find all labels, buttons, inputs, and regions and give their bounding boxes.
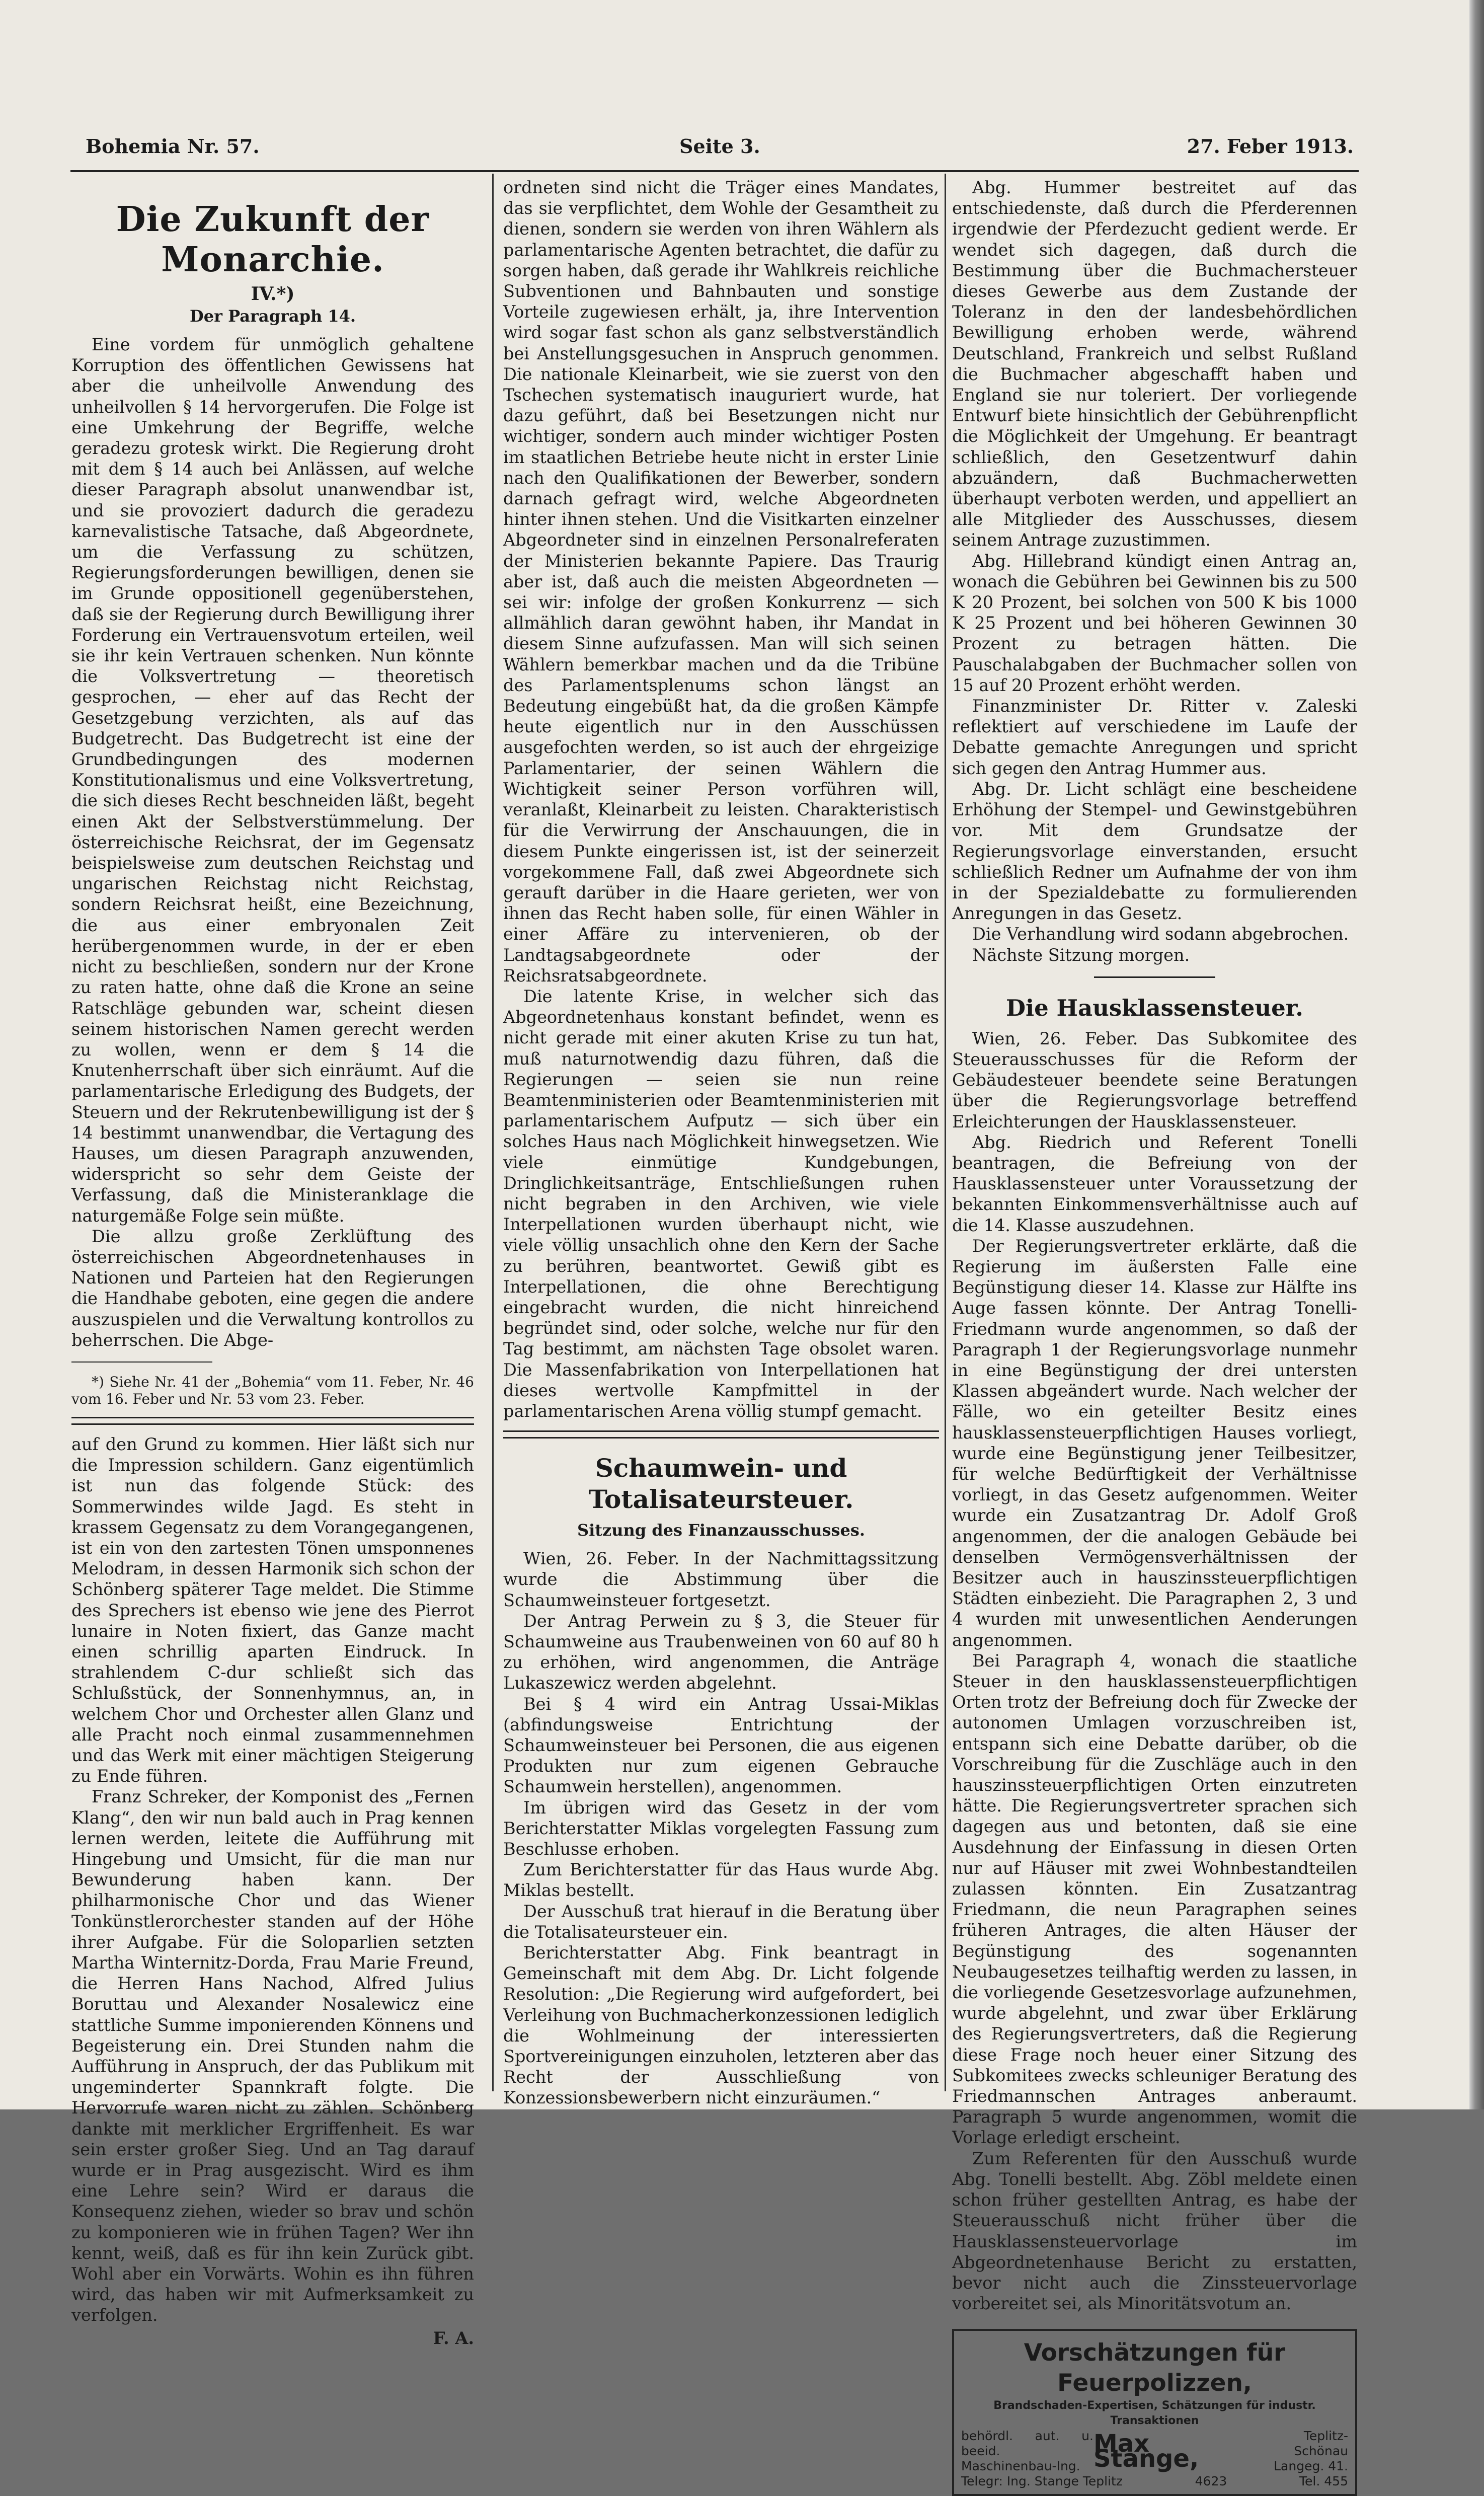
paragraph: Der Antrag Perwein zu § 3, die Steuer für Schaumweine aus Traubenweinen von 60 auf 80 h zu erhöhen, wird angenommen, die Anträge Lukaszewicz werden abgelehnt. [503,1611,939,1693]
scan-edge [1469,0,1484,2109]
article-part: IV.*) [251,283,295,305]
ad-credential-line: Maschinenbau-Ing. [961,2459,1080,2474]
ad-row [961,2474,1348,2489]
ad-telegram: Telegr: Ing. Stange Teplitz [961,2474,1123,2489]
paragraph: Wien, 26. Feber. In der Nachmittagssitzung wurde die Abstimmung über die Schaumweinsteuer fortgesetzt. [503,1549,939,1610]
ad-address [1255,2429,1348,2474]
ad-address-line: Teplitz-Schönau [1294,2429,1348,2459]
article-title: Schaumwein- und Totalisateursteuer. [588,1453,854,1515]
paragraph: auf den Grund zu kommen. Hier läßt sich nur die Impression schildern. Ganz eigentümlich ist nun das folgende Stück: des Sommerwindes wilde Jagd. Es steht in krassem Gegensatz zu dem Vorangegangenen, ist ein von den zartesten Tönen umsponnenes Melodram, in dessen Harmonik sich schon der Schönberg späterer Tage meldet. Die Stimme des Sprechers ist ebenso wie jene des Pierrot lunaire in Noten fixiert, das Ganze macht einen schrillig aparten Eindruck. In strahlendem C-dur schließt sich das Schlußstück, der Sonnenhymnus, an, in welchem Chor und Orchester allen Glanz und alle Pracht noch einmal zusammennehmen und das Werk mit einer mächtigen Steigerung zu Ende führen. [71,1434,474,1786]
paragraph: Die Verhandlung wird sodann abgebrochen. [972,924,1349,944]
paragraph: Die allzu große Zerklüftung des österreichischen Abgeordnetenhauses in Nationen und Parteien hat den Regierungen die Handhabe geboten, eine gegen die andere auszuspielen und die Verwaltung kontrollos zu beherrschen. Die Abge- [71,1226,474,1350]
column-3 [952,177,1357,2489]
paragraph: Wien, 26. Feber. Das Subkomitee des Steuerausschusses für die Reform der Gebäudesteuer beendete seine Beratungen über die Regierungsvorlage betreffend Erleichterungen der Hausklassensteuer. [952,1028,1357,1131]
paragraph: Zum Berichterstatter für das Haus wurde Abg. Miklas bestellt. [503,1860,939,1901]
signature: F. A. [433,2328,474,2348]
section-rule [503,1430,939,1439]
feuilleton-rule [71,1417,474,1425]
footnote: *) Siehe Nr. 41 der „Bohemia“ vom 11. Feber, Nr. 46 vom 16. Feber und Nr. 53 vom 23. Feber. [71,1373,474,1407]
column-2 [503,177,939,2125]
paragraph: Eine vordem für unmöglich gehaltene Korruption des öffentlichen Gewissens hat aber die unheilvolle Anwendung des unheilvollen § 14 hervorgerufen. Die Folge ist eine Umkehrung der Begriffe, welche geradezu grotesk wirkt. Die Regierung droht mit dem § 14 auch bei Anlässen, auf welche dieser Paragraph absolut unanwendbar ist, und sie provoziert dadurch die geradezu karnevalistische Tatsache, daß Abgeordnete, um die Verfassung zu schützen, Regierungsforderungen bewilligen, denen sie im Grunde oppositionell gegenüberstehen, daß sie der Regierung durch Bewilligung ihrer Forderung ein Vertrauensvotum erteilen, weil sie ihr kein Vertrauen schenken. Nun könnte die Volksvertretung — theoretisch gesprochen, — eher auf das Recht der Gesetzgebung verzichten, als auf das Budgetrecht. Das Budgetrecht ist eine der Grundbedingungen des modernen Konstitutionalismus und eine Volksvertretung, die sich dieses Recht beschneiden läßt, begeht einen Akt der Selbstverstümmelung. Der österreichische Reichsrat, der im Gegensatz beispielsweise zum deutschen Reichstag und ungarischen Reichstag nicht Reichstag, sondern Reichsrat heißt, eine Bezeichnung, die aus einer embryonalen Zeit herübergenommen wurde, in der er eben nicht zu beschließen, sondern nur der Krone zu raten hatte, ohne daß die Krone an seine Ratschläge gebunden war, scheint diesen seinem historischen Namen gerecht werden zu wollen, wenn er dem § 14 die Knutenherrschaft über sich einräumt. Auf die parlamentarische Erledigung des Budgets, der Steuern und der Rekrutenbewilligung ist der § 14 bestimmt unanwendbar, die Vertagung des Hauses, um diesen Paragraph anzuwenden, widerspricht so sehr dem Geiste der Verfassung, daß die Ministeranklage die naturgemäße Folge sein müßte. [71,335,474,1226]
paragraph: Abg. Riedrich und Referent Tonelli beantragen, die Befreiung von der Hausklassensteuer unter Voraussetzung der bekannten Einkommensverhältnisse auch auf die 14. Klasse auszudehnen. [952,1132,1357,1235]
paragraph: Zum Referenten für den Ausschuß wurde Abg. Tonelli bestellt. Abg. Zöbl meldete einen schon früher gestellten Antrag, es habe der Steuerausschuß nicht früher über die Hausklassensteuervorlage im Abgeordnetenhause Bericht zu erstatten, bevor nicht auch die Zinssteuervorlage vorbereitet sei, als Minoritätsvotum an. [952,2148,1357,2314]
column-divider [945,174,946,2091]
paragraph: ordneten sind nicht die Träger eines Mandates, das sie verpflichtet, dem Wohle der Gesamtheit zu dienen, sondern sie werden von ihren Wählern als parlamentarische Agenten betrachtet, die dafür zu sorgen haben, daß gerade ihr Wahlkreis reichliche Subventionen und Bahnbauten und sonstige Vorteile zugewiesen erhält, ja, ihre Intervention wird sogar fast schon als ganz selbstverständlich bei Anstellungsgesuchen in Anspruch genommen. Die nationale Kleinarbeit, wie sie zuerst von den Tschechen systematisch inauguriert wurde, hat dazu geführt, daß bei Besetzungen nicht nur wichtiger, sondern auch minder wichtiger Posten im staatlichen Betriebe heute nicht in erster Linie nach den Qualifikationen der Bewerber, sondern darnach gefragt wird, welche Abgeordneten hinter ihnen stehen. Und die Visitkarten einzelner Abgeordneter sind in einzelnen Personalreferaten der Ministerien bekannte Papiere. Das Traurig aber ist, daß auch die meisten Abgeordneten — sei wir: infolge der großen Konkurrenz — sich allmählich daran gewöhnt haben, ihr Mandat in diesem Sinne aufzufassen. Man will sich seinen Wählern bemerkbar machen und da die Tribüne des Parlamentsplenums schon längst an Bedeutung eingebüßt hat, da die großen Kämpfe heute eigentlich nur in den Ausschüssen ausgefochten werden, so ist auch der ehrgeizige Parlamentarier, der seinen Wählern die Wichtigkeit seiner Person vorführen will, veranlaßt, Kleinarbeit zu leisten. Charakteristisch für die Verwirrung der Anschauungen, die in diesem Punkte eingerissen ist, ist der seinerzeit vorgekommene Fall, daß zwei Abgeordnete sich gerauft darüber in die Haare gerieten, wer von ihnen das Recht haben solle, für einen Wähler in einer Affäre zu intervenieren, ob der Landtagsabgeordnete oder der Reichsratsabgeordnete. [503,178,939,986]
column-1 [71,177,474,2348]
paragraph: Bei Paragraph 4, wonach die staatliche Steuer in den hausklassensteuerpflichtigen Orten trotz der Befreiung doch für Zwecke der autonomen Umlagen vorzuschreiben ist, entspann sich eine Debatte darüber, ob die Vorschreibung für die Zuschläge auch in den hauszinssteuerpflichtigen Orten einzutreten hätte. Die Regierungsvertreter sprachen sich dagegen aus und betonten, daß sie eine Ausdehnung der Einfassung in diesen Orten nur auf Häuser mit zwei Wohnbestandteilen zulassen könnten. Ein Zusatzantrag Friedmann, die neun Paragraphen seines früheren Antrages, die alten Häuser der Begünstigung des sogenannten Neubaugesetzes teilhaftig werden zu lassen, in die vorliegende Gesetzesvorlage aufzunehmen, wurde abgelehnt, und zwar über Erklärung des Regierungsvertreters, daß die Regierung diese Frage noch heuer einer Sitzung des Subkomitees zwecks schleuniger Beratung des Friedmannschen Antrages anberaumt. Paragraph 5 wurde angenommen, womit die Vorlage erledigt erscheint. [952,1650,1357,2148]
paragraph: Im übrigen wird das Gesetz in der vom Berichterstatter Miklas vorgelegten Fassung zum Beschlusse erhoben. [503,1797,939,1859]
masthead-page: Seite 3. [679,135,760,158]
ad-number: 4623 [1195,2474,1227,2489]
paragraph: Franz Schreker, der Komponist des „Fernen Klang“, den wir nun bald auch in Prag kennen lernen werden, leitete die Aufführung mit Hingebung und Umsicht, für die man nur Bewunderung haben kann. Der philharmonische Chor und das Wiener Tonkünstlerorchester standen auf der Höhe ihrer Aufgabe. Für die Soloparlien setzten Martha Winternitz-Dorda, Frau Marie Freund, die Herren Hans Nachod, Alfred Julius Boruttau und Alexander Nosalewicz eine stattliche Summe imponierenden Könnens und Begeisterung ein. Drei Stunden nahm die Aufführung in Anspruch, der das Publikum mit ungeminderter Spannkraft folgte. Die Hervorrufe waren nicht zu zählen. Schönberg dankte mit merklicher Ergriffenheit. Es war sein erster großer Sieg. Und an Tag darauf wurde er in Prag ausgezischt. Wird es ihm eine Lehre sein? Wird er daraus die Konsequenz ziehen, wieder so brav und schön zu komponieren wie in frühen Tagen? Wer ihn kennt, weiß, daß es für ihn kein Zurück gibt. Wohl aber ein Vorwärts. Wohin es ihn führen wird, das haben wir mit Aufmerksamkeit zu verfolgen. [71,1787,474,2325]
advertisement [952,2329,1357,2496]
footnote-rule [71,1362,212,1363]
masthead-date: 27. Feber 1913. [1187,135,1354,158]
paragraph: Berichterstatter Abg. Fink beantragt in Gemeinschaft mit dem Abg. Dr. Licht folgende Resolution: „Die Regierung wird aufgefordert, bei Verleihung von Buchmacherkonzessionen lediglich die Wohlmeinung der interessierten Sportvereinigungen einzuholen, letzteren aber das Recht der Ausschließung von Konzessionsbewerbern nicht einzuräumen.“ [503,1943,939,2108]
paragraph: Abg. Dr. Licht schlägt eine bescheidene Erhöhung der Stempel- und Gewinstgebühren vor. Mit dem Grundsatze der Regierungsvorlage einverstanden, ersucht schließlich Redner um Aufnahme der von ihm in der Spezialdebatte zu formulierenden Anregungen in das Gesetz. [952,779,1357,924]
article-title: Die Hausklassensteuer. [1006,994,1303,1021]
paragraph: Die latente Krise, in welcher sich das Abgeordnetenhaus konstant befindet, wenn es nicht gerade mit einer akuten Krise zu tun hat, muß naturnotwendig dazu führen, daß die Regierungen — seien sie nun reine Beamtenministerien oder Beamtenministerien mit parlamentarischem Aufputz — sich über ein solches Haus nach Möglichkeit hinwegsetzen. Wie viele einmütige Kundgebungen, Dringlichkeitsanträge, Entschließungen ruhen nicht begraben in den Archiven, wie viele Interpellationen wurden überhaupt nicht, wie viele völlig unsachlich ohne den Kern der Sache zu berühren, beantwortet. Gewiß gibt es Interpellationen, die ohne Berechtigung eingebracht wurden, die nicht hinreichend begründet sind, oder solche, welche nur für den Tag bestimmt, am nächsten Tage obsolet waren. Die Massenfabrikation von Interpellationen hat dieses wertvolle Kampfmittel in der parlamentarischen Arena völlig stumpf gemacht. [503,986,939,1421]
column-divider [492,174,494,2091]
ad-credential-line: behördl. aut. u. beeid. [961,2429,1094,2459]
article-section: Der Paragraph 14. [189,307,356,326]
ad-address-line: Langeg. 41. [1274,2459,1348,2474]
section-rule [1094,976,1216,978]
paragraph: Der Regierungsvertreter erklärte, daß die Regierung im äußersten Falle eine Begünstigung dieser 14. Klasse zur Hälfte ins Auge fassen könnte. Der Antrag Tonelli-Friedmann wurde angenommen, so daß der Paragraph 1 der Regierungsvorlage nunmehr in eine Begünstigung der drei untersten Klassen abgeändert wurde. Nach welcher der Fälle, wo ein geteilter Besitz eines hausklassensteuerpflichtigen Hauses vorliegt, wurde eine Begünstigung jener Teilbesitzer, für welche Bedürftigkeit der Verhältnisse vorliegt, in das Gesetz aufgenommen. Weiter wurde ein Zusatzantrag Dr. Adolf Groß angenommen, der die analogen Gebäude bei denselben Vermögensverhältnissen der Besitzer auch in hauszinssteuerpflichtigen Städten einbezieht. Die Paragraphen 2, 3 und 4 wurden mit unwesentlichen Aenderungen angenommen. [952,1236,1357,1650]
masthead-issue: Bohemia Nr. 57. [86,135,260,158]
masthead-rule [70,170,1359,172]
ad-row [961,2429,1348,2474]
paragraph: Der Ausschuß trat hierauf in die Beratung über die Totalisateursteuer ein. [503,1901,939,1942]
ad-services: Brandschaden-Expertisen, Schätzungen für industr. Transaktionen [993,2399,1316,2428]
paragraph: Finanzminister Dr. Ritter v. Zaleski reflektiert auf verschiedene im Laufe der Debatte gemachte Anregungen und spricht sich gegen den Antrag Hummer aus. [952,696,1357,778]
ad-name: Max Stange, [1093,2430,1199,2473]
article-subtitle: Sitzung des Finanzausschusses. [577,1521,866,1540]
paragraph: Abg. Hillebrand kündigt einen Antrag an, wonach die Gebühren bei Gewinnen bis zu 500 K 20 Prozent, bei solchen von 500 K bis 1000 K 25 Prozent und bei höheren Gewinnen 30 Prozent zu betragen hätten. Die Pauschalabgaben der Buchmacher sollen von 15 auf 20 Prozent erhöht werden. [952,551,1357,695]
paragraph: Nächste Sitzung morgen. [972,945,1190,965]
ad-credentials [961,2429,1094,2474]
ad-title: Vorschätzungen für Feuerpolizzen, [1024,2339,1286,2397]
article-title: Die Zukunft der Monarchie. [116,199,430,280]
ad-phone: Tel. 455 [1299,2474,1348,2489]
masthead [86,135,1354,165]
paragraph: Abg. Hummer bestreitet auf das entschiedenste, daß durch die Pferderennen irgendwie der Pferdezucht gedient werde. Er wendet sich dagegen, daß durch die Bestimmung über die Buchmachersteuer dieses Gewerbe aus dem Zustande der Toleranz in den der landesbehördlichen Bewilligung erhoben werde, während Deutschland, Frankreich und selbst Rußland die Buchmacher abgeschafft haben und England sie nur toleriert. Der vorliegende Entwurf biete hinsichtlich der Gebührenpflicht die Möglichkeit der Umgehung. Er beantragt schließlich, den Gesetzentwurf dahin abzuändern, daß Buchmacherwetten überhaupt verboten werden, und appelliert an alle Mitglieder des Ausschusses, diesem seinem Antrage zuzustimmen. [952,178,1357,550]
paragraph: Bei § 4 wird ein Antrag Ussai-Miklas (abfindungsweise Entrichtung der Schaumweinsteuer bei Personen, die aus eigenen Produkten nur zum eigenen Gebrauche Schaumwein herstellen), angenommen. [503,1694,939,1797]
